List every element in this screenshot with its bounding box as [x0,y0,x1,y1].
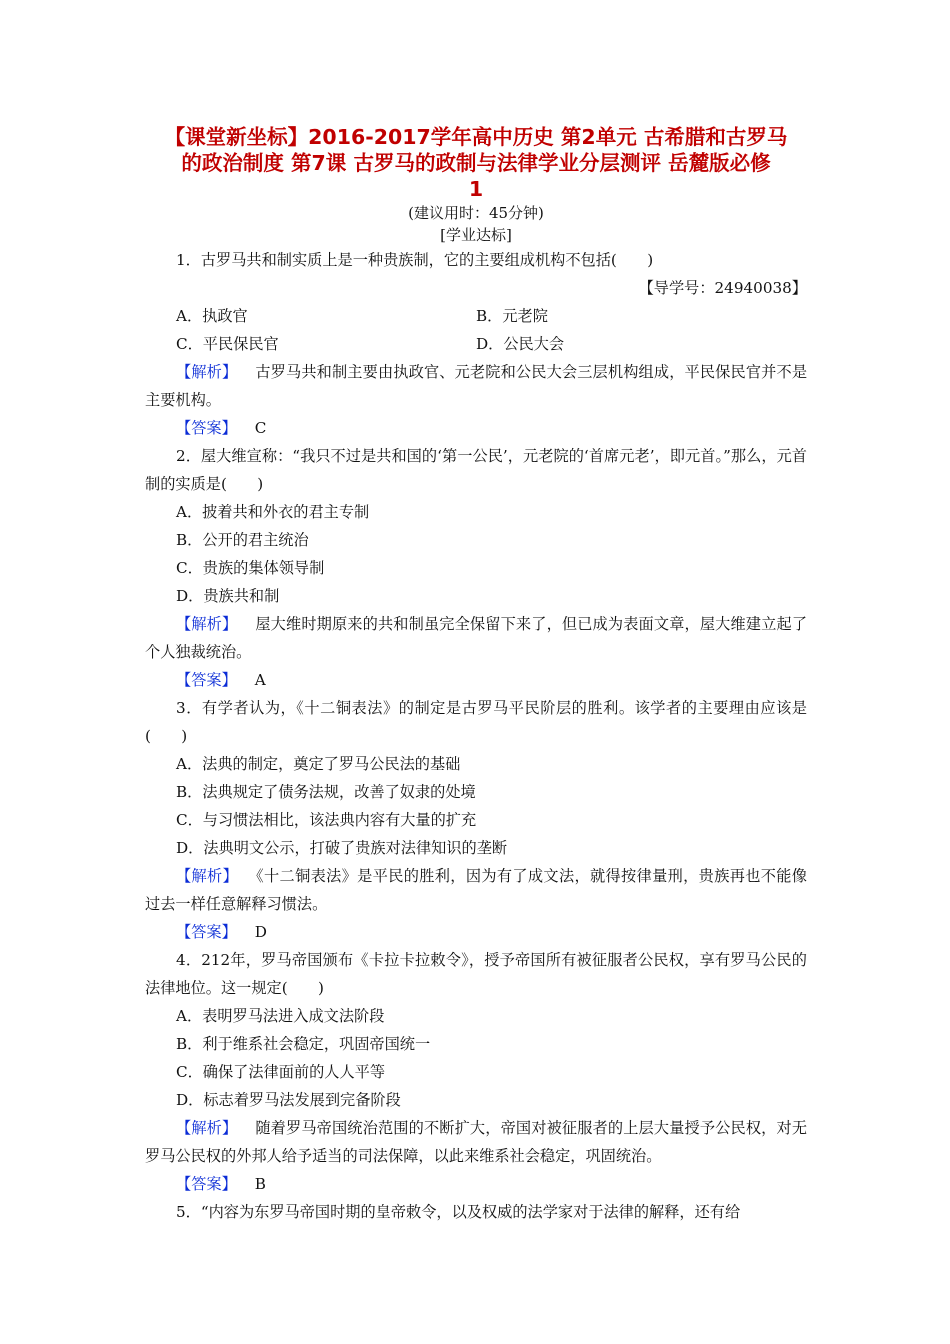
answer-label: 【答案】 [176,671,237,689]
question-4-analysis: 【解析】 随着罗马帝国统治范围的不断扩大，帝国对被征服者的上层大量授予公民权，对无罗马公民权的外邦人给予适当的司法保障，以此来维系社会稳定，巩固统治。 [145,1119,808,1165]
question-3-analysis: 【解析】 《十二铜表法》是平民的胜利，因为有了成文法，就得按律量刑，贵族再也不能像过去一样任意解释习惯法。 [145,867,807,913]
option-a: A．表明罗马法进入成文法阶段 [176,1007,385,1025]
option-b: B．利于维系社会稳定，巩固帝国统一 [176,1035,431,1053]
question-1-answer: 【答案】 C [176,419,267,437]
document-page [145,124,807,1226]
question-1-options-row1 [145,302,807,330]
option-a: A．法典的制定，奠定了罗马公民法的基础 [176,755,461,773]
answer-label: 【答案】 [176,419,237,437]
question-1-ref: 【导学号：24940038】 [638,279,807,297]
option-d: D．贵族共和制 [176,587,280,605]
option-c: C．贵族的集体领导制 [176,559,325,577]
analysis-label: 【解析】 [176,867,239,885]
option-d: D．标志着罗马法发展到完备阶段 [176,1091,401,1109]
question-1-options-row2 [145,330,807,358]
question-5-stem: 5．“内容为东罗马帝国时期的皇帝敕令，以及权威的法学家对于法律的解释，还有给 [176,1203,741,1221]
option-b: B．元老院 [476,307,548,325]
document-title: 【课堂新坐标】2016-2017学年高中历史 第2单元 古希腊和古罗马 的政治制度 第7课 古罗马的政制与法律学业分层测评 岳麓版必修 1 [164,125,788,201]
analysis-label: 【解析】 [176,615,238,633]
question-2-stem: 2．屋大维宣称：“我只不过是共和国的‘第一公民’，元老院的‘首席元老’，即元首。”那么，元首制的实质是( ) [145,447,807,493]
option-b: B．法典规定了债务法规，改善了奴隶的处境 [176,783,476,801]
analysis-label: 【解析】 [176,363,238,381]
answer-label: 【答案】 [176,923,237,941]
question-4-stem: 4．212年，罗马帝国颁布《卡拉卡拉敕令》，授予帝国所有被征服者公民权，享有罗马公民的法律地位。这一规定( ) [145,951,807,997]
option-a: A．披着共和外衣的君主专制 [176,503,370,521]
question-3-stem: 3．有学者认为，《十二铜表法》的制定是古罗马平民阶层的胜利。该学者的主要理由应该是( ) [145,699,807,745]
question-2-analysis: 【解析】 屋大维时期原来的共和制虽完全保留下来了，但已成为表面文章，屋大维建立起了个人独裁统治。 [145,615,808,661]
option-a: A．执政官 [176,307,248,325]
question-4-answer: 【答案】 B [176,1175,266,1193]
option-b: B．公开的君主统治 [176,531,309,549]
option-c: C．与习惯法相比，该法典内容有大量的扩充 [176,811,477,829]
analysis-label: 【解析】 [176,1119,238,1137]
suggested-time: (建议用时：45分钟) [408,204,544,222]
option-d: D．法典明文公示，打破了贵族对法律知识的垄断 [176,839,508,857]
answer-label: 【答案】 [176,1175,237,1193]
question-2-answer: 【答案】 A [176,671,266,689]
question-1-analysis: 【解析】 古罗马共和制主要由执政官、元老院和公民大会三层机构组成，平民保民官并不是主要机构。 [145,363,808,409]
option-c: C．确保了法律面前的人人平等 [176,1063,386,1081]
option-c: C．平民保民官 [176,335,279,353]
question-1-stem: 1．古罗马共和制实质上是一种贵族制，它的主要组成机构不包括( ) [176,251,654,269]
option-d: D．公民大会 [476,335,565,353]
section-heading: [学业达标] [440,226,512,244]
question-3-answer: 【答案】 D [176,923,267,941]
